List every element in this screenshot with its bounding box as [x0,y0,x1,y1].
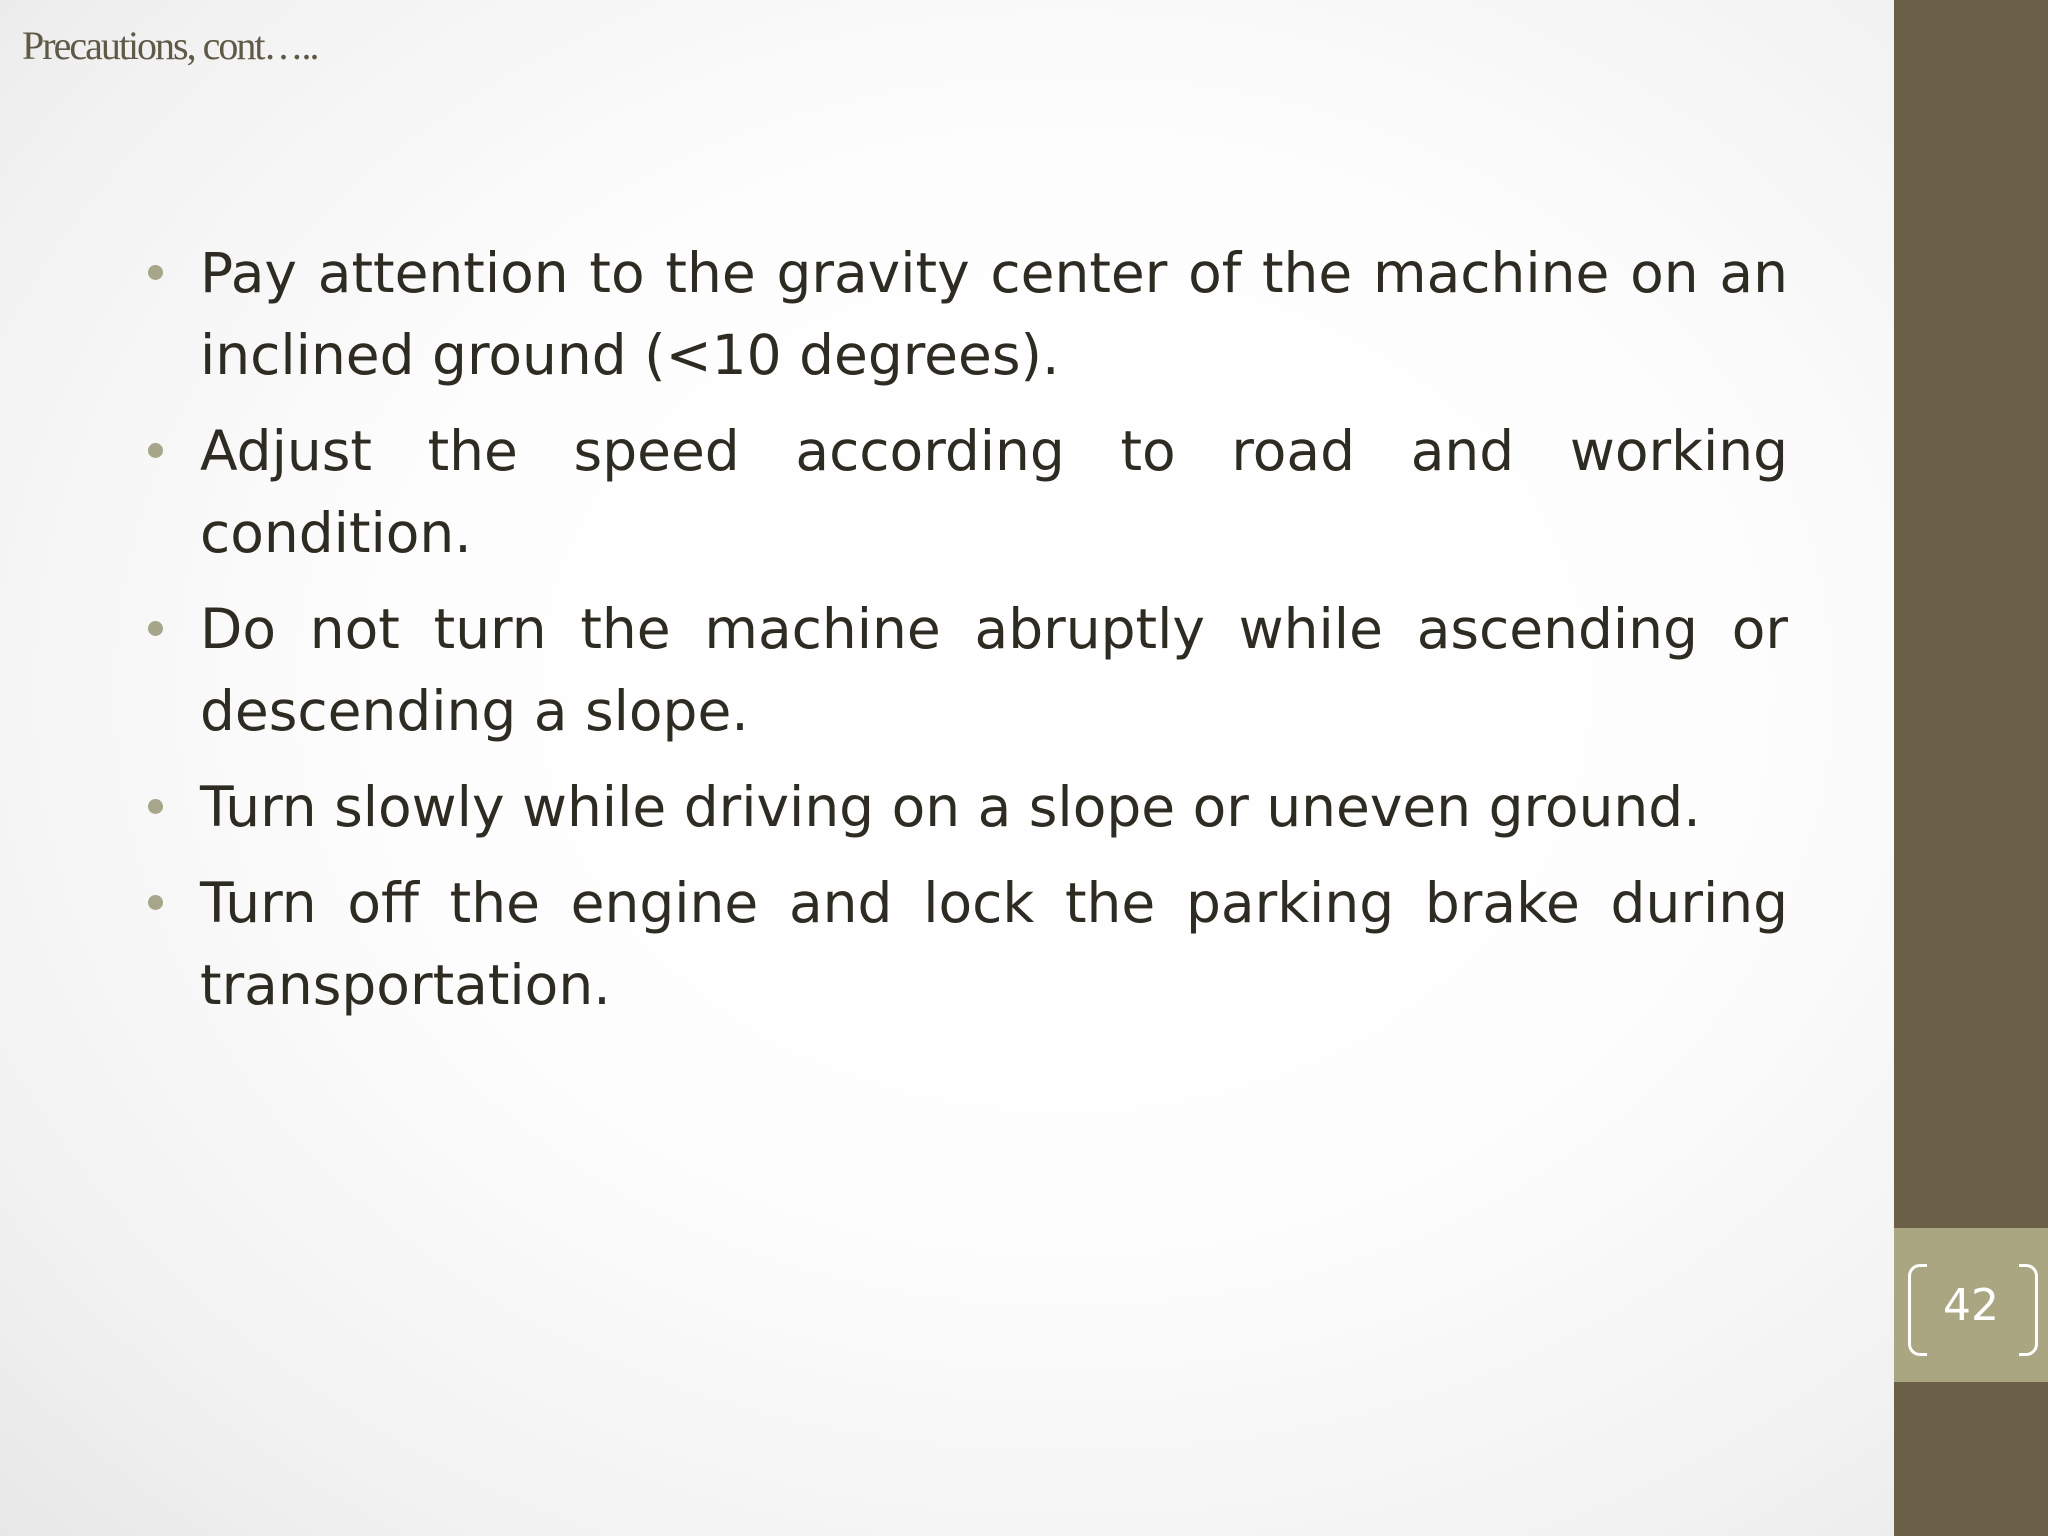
bullet-item [145,232,1788,396]
bullet-item [145,862,1788,1026]
slide-title: Precautions, cont….. [22,23,318,68]
page-number: 42 [1943,1280,1999,1331]
bullet-marker [148,895,163,910]
bullet-item [145,766,1788,848]
bullet-text: Turn off the engine and lock the parking brake during transportation. [200,871,1788,1017]
bullet-marker [148,265,163,280]
bullet-text: Pay attention to the gravity center of the machine on an inclined ground (<10 degrees). [200,241,1788,387]
bullet-text: Turn slowly while driving on a slope or uneven ground. [200,775,1701,839]
bullet-marker [148,621,163,636]
bullet-text: Do not turn the machine abruptly while ascending or descending a slope. [200,597,1788,743]
page-number-box [1894,1228,2048,1382]
bullet-marker [148,799,163,814]
bullet-item [145,410,1788,574]
bullet-text: Adjust the speed according to road and working condition. [200,419,1788,565]
bullet-list [145,232,1788,1040]
bullet-marker [148,443,163,458]
bullet-item [145,588,1788,752]
right-bracket-decoration [2019,1264,2038,1356]
